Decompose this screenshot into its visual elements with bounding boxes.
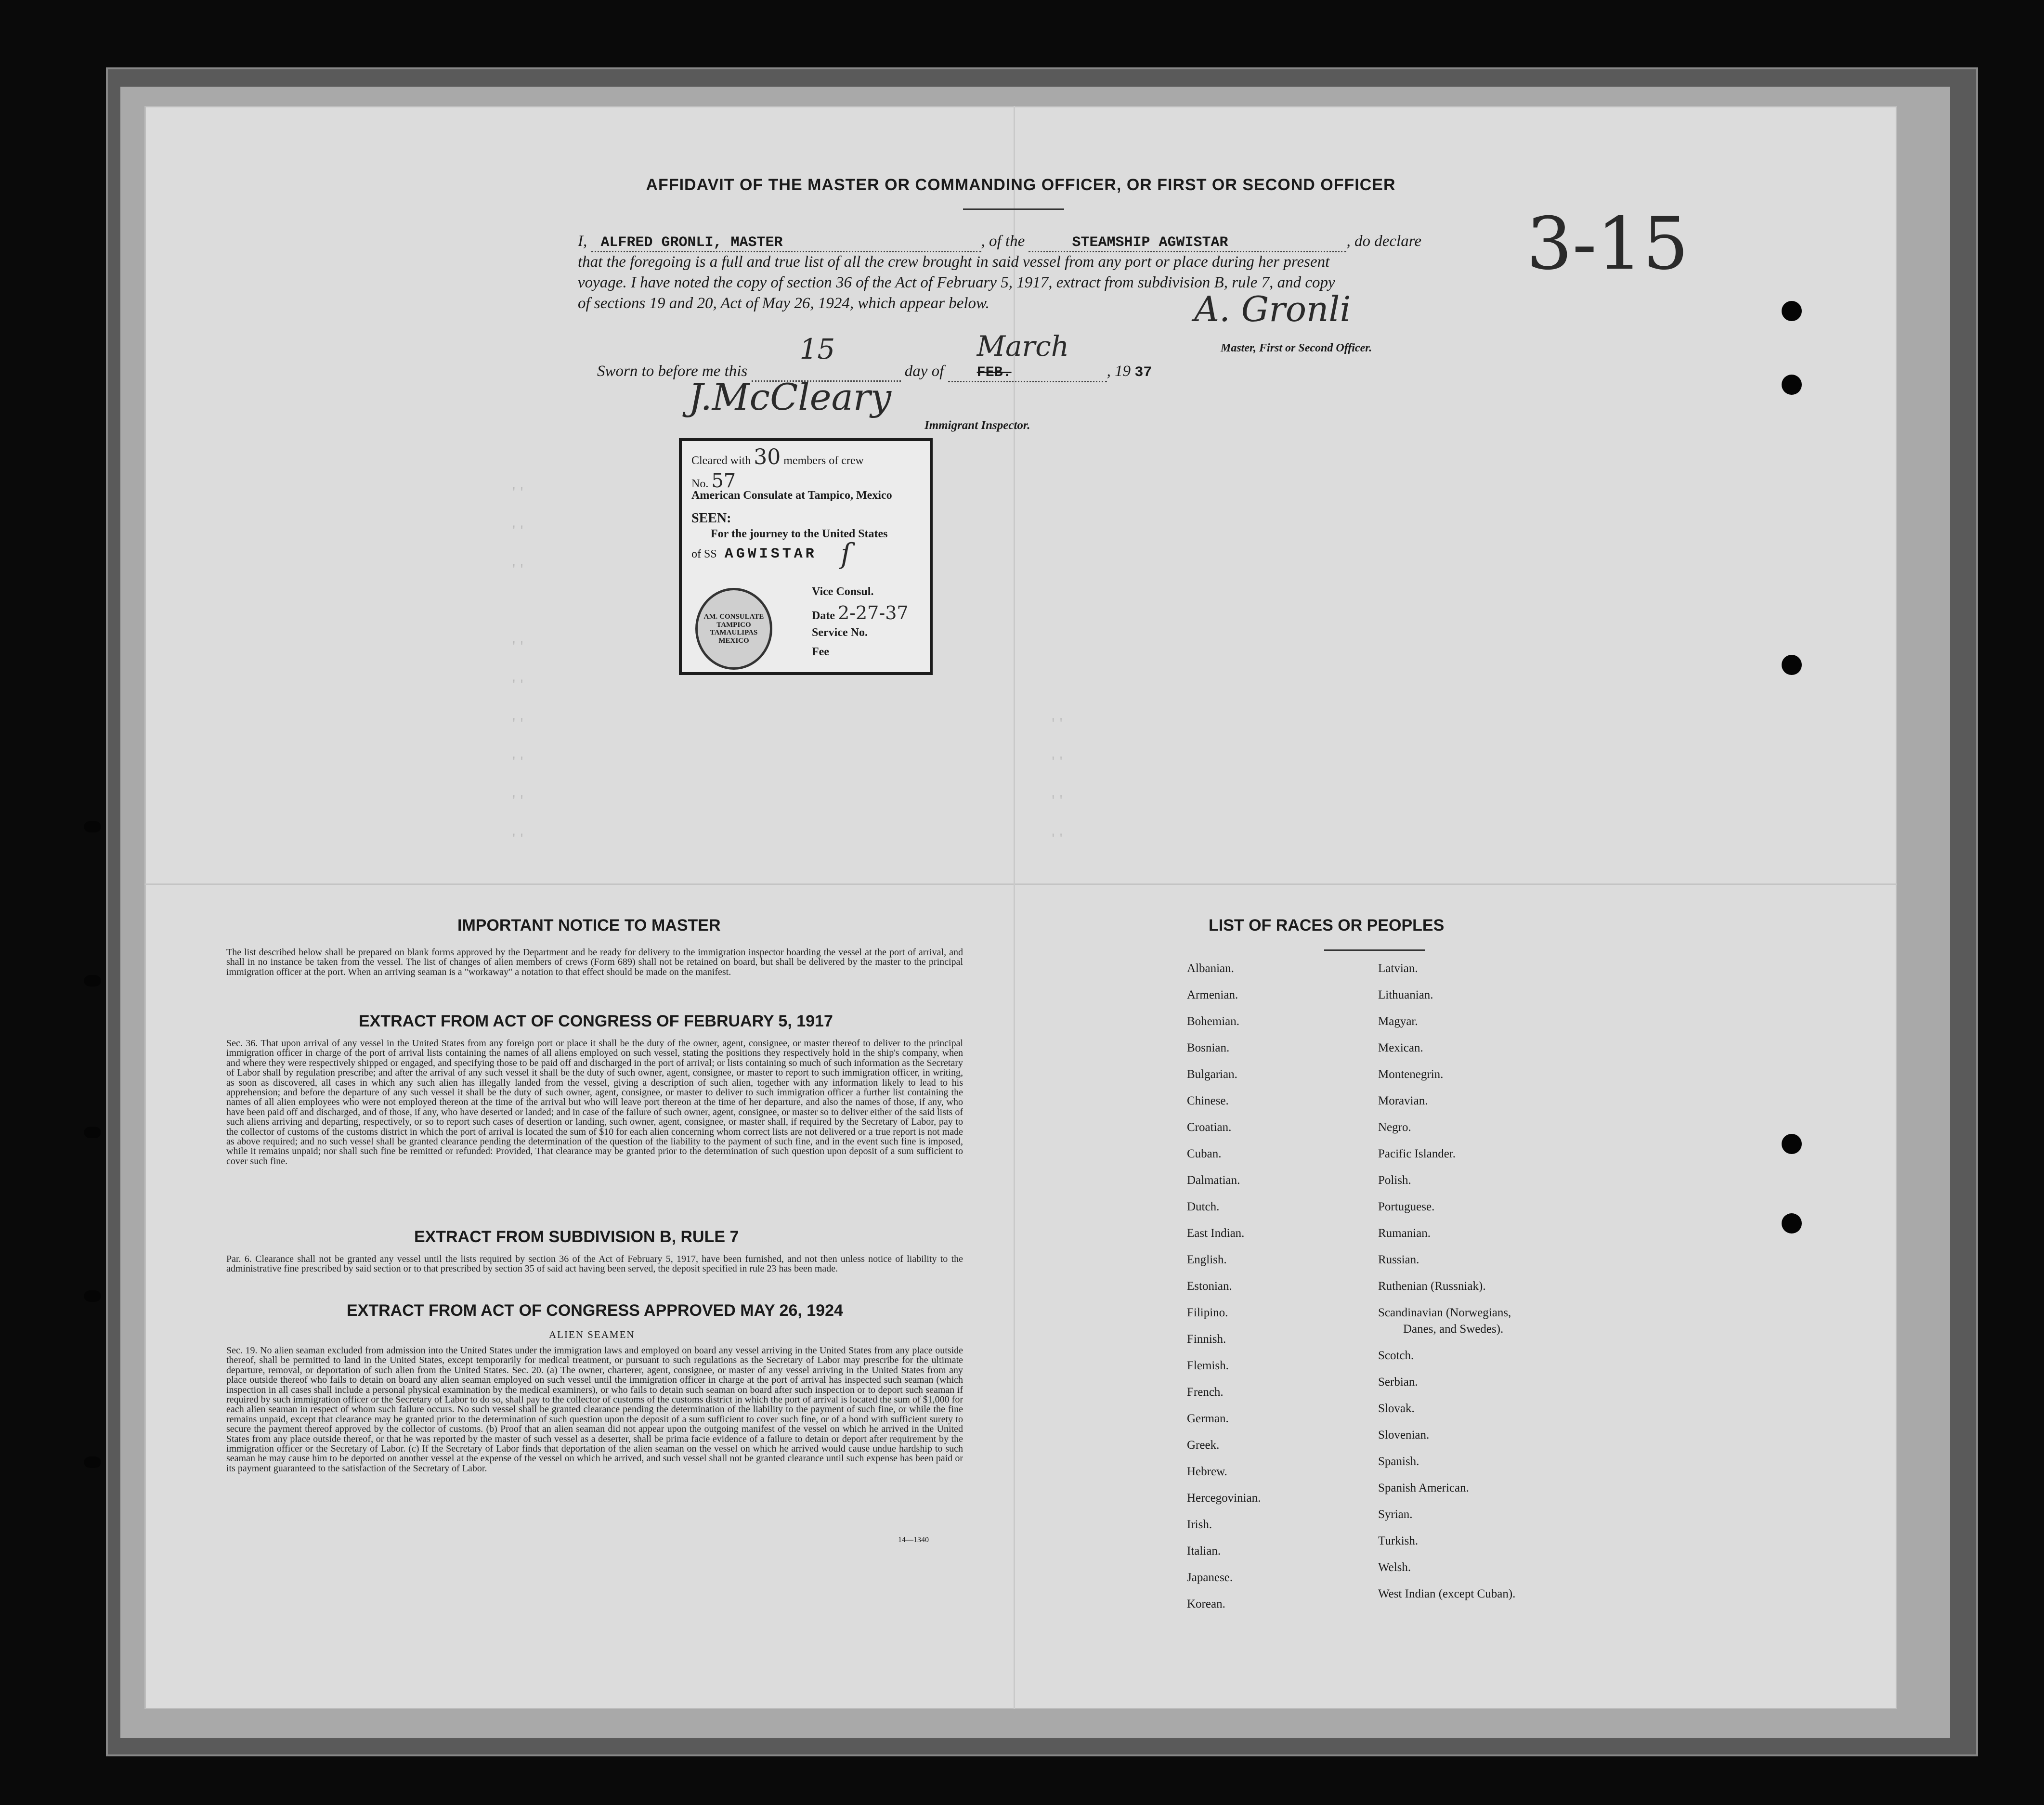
of-the-label: , of the [981, 233, 1025, 250]
day-label: day of [904, 363, 944, 380]
race-item: Bohemian. [1187, 1015, 1240, 1028]
document-page: '' '' '' '' '' '' '' '' '' '' '' '' '' AFFIDAVIT OF THE MASTER OR COMMANDING OFFICER, OR FIRST OR SECOND OFFICER I, ALFRED GRONLI, MASTER , of the STEAMSHIP AGWISTAR , do declare that the foregoing is a full and true list of all the crew brought in said vessel from any port or place during her present voyage. I have noted the copy of section 36 of the Act of February 5, 1917, extract from subdivision B, rule 7, and copy of sections 19 and 20, Act of May 26, 1924, which appear below. A. Gronli Master, First or Second Officer. Sworn to before me this 15 day of March FEB. , 19 37 J.McCleary Immigrant Inspector. 3-15 Cleared with 30 members of crew No. 57 American Consulate at Tampico, Mexico SEEN: For the journey to the United States of SS AGWISTAR ſ Vice Consul. Date 2-27-37 Service No. Fee AM. CONSULATE TAMPICO TAMAULIPAS MEXICO IMPORTANT NOTICE TO MASTER The list described below shall be prepared on blank forms approved by the Department and be ready for delivery to the immigration inspector boarding the vessel at the port of arrival, and shall in no instance be taken from the vessel. The list of changes of alien members of crews (Form 689) shall not be retained on board, but shall be delivered by the master to the principal immigration officer at the port. When an arriving seaman is a "workaway" a notation to that effect should be made on the manifest. EXTRACT FROM ACT OF CONGRESS OF FEBRUARY 5, 1917 Sec. 36. That upon arrival of any vessel in the United States from any foreign port or place it shall be the duty of the owner, agent, consignee, or master thereof to deliver to the principal immigration officer in charge of the port of arrival lists containing the names of all aliens employed on such vessel, stating the positions they respectively hold in the ship's company, when and where they were respectively shipped or engaged, and specifying those to be paid off and discharged in the port of arrival; or lists containing so much of such information as the Secretary of Labor shall by regulation prescribe; and after the arrival of any such vessel it shall be the duty of such owner, agent, consignee, or master to report to such immigration officer, in writing, as soon as discovered, all cases in which any such alien has illegally landed from the vessel, giving a description of such alien, together with any information likely to lead to his apprehension; and before the departure of any such vessel it shall be the duty of such owner, agent, consignee, or master to deliver to such immigration officer a further list containing the names of all alien employees who were not employed thereon at the time of the arrival but who will leave port thereon at the time of her departure, and also the names of those, if any, who have been paid off and discharged, and of those, if any, who have deserted or landed; and in case of the failure of such owner, agent, consignee, or master so to deliver either of the said lists of such aliens arriving and departing, respectively, or so to report such cases of desertion or landing, such owner, agent, consignee, or master shall, if required by the Secretary of Labor, pay to the collector of customs of the customs district in which the port of arrival is located the sum of $10 for each alien concerning whom correct lists are not delivered or a true report is not made as above required; and no such vessel shall be granted clearance pending the determination of the question of the liability to the payment of such fine, and in the event such fine is imposed, while it remains unpaid; nor shall such fine be remitted or refunded: Provided, That clearance may be granted prior to the determination of such question upon deposit of a sum sufficient to cover such fine. EXTRACT FROM SUBDIVISION B, RULE 7 Par. 6. Clearance shall not be granted any vessel until the lists required by section 36 of the Act of February 5, 1917, have been furnished, and not then unless notice of liability to the administrative fine prescribed by said section or to that prescribed by section 35 of said act having been served, the deposit specified in rule 23 has been made. EXTRACT FROM ACT OF CONGRESS APPROVED MAY 26, 1924 ALIEN SEAMEN Sec. 19. No alien seaman excluded from admission into the United States under the immigration laws and employed on board any vessel arriving in the United States from any place outside thereof, shall be permitted to land in the United States, except temporarily for medical treatment, or pursuant to such regulations as the Secretary of Labor may prescribe for the ultimate departure, removal, or deportation of such alien from the United States. Sec. 20. (a) The owner, charterer, agent, consignee, or master of any vessel arriving in the United States from any place outside thereof who fails to detain on board any alien seaman employed on such vessel until the immigration officer in charge at the port of arrival has inspected such seaman (which inspection in all cases shall include a personal physical examination by the medical examiners), or who fails to detain such seaman on board after such inspection or to deport such seaman if required by such immigration officer or the Secretary of Labor to do so, shall pay to the collector of customs of the customs district in which the port of arrival is located the sum of $1,000 for each alien seaman in respect of whom such failure occurs. No such vessel shall be granted clearance pending the determination of the liability to the payment of such fine, or while the fine remains unpaid, except that clearance may be granted prior to the determination of such question upon the deposit of a sum sufficient to cover such fine, or of a bond with sufficient surety to secure the payment thereof approved by the collector of customs. (b) Proof that an alien seaman did not appear upon the outgoing manifest of the vessel on which he arrived in the United States from any place outside thereof, or that he was reported by the master of such vessel as a deserter, shall be prima facie evidence of a failure to detain or deport after requirement by the immigration officer or the Secretary of Labor. (c) If the Secretary of Labor finds that deportation of the alien seaman on the vessel on which he arrived would cause undue hardship to such seaman he may cause him to be deported on another vessel at the expense of the vessel on which he arrived, and such vessel shall not be granted clearance until such expense has been paid or its payment guaranteed to the satisfaction of the Secretary of Labor. 14—1340 LIST OF RACES OR PEOPLES Albanian. Armenian. Bohemian. Bosnian. Bulgarian. Chinese. Croatian. Cuban. Dalmatian. Dutch. East Indian. English. Estonian. Filipino. Finnish. Flemish. French. German. Greek. Hebrew. Hercegovinian. Irish. Italian. Japanese. Korean. Latvian. Lithuanian. Magyar. Mexican. Montenegrin. Moravian. Negro. Pacific Islander. Polish. Portuguese. Rumanian. Russian. Ruthenian (Russniak). Scandinavian (Norwegians, Danes, and Swedes). Scotch. Serbian. Slovak. Slovenian. Spanish. Spanish American. Syrian. Turkish. Welsh. West Indian (except Cuban). [144, 106, 1897, 1709]
master-name-field [591, 233, 981, 252]
race-item: Ruthenian (Russniak). [1378, 1280, 1486, 1293]
consul-signature: ſ [841, 537, 851, 570]
number-value: 57 [711, 470, 736, 492]
ship-row [691, 546, 817, 562]
race-item: Scandinavian (Norwegians, [1378, 1306, 1511, 1319]
race-item: Finnish. [1187, 1333, 1226, 1346]
date-label: Date [812, 610, 835, 622]
race-item: Serbian. [1378, 1376, 1418, 1389]
races-rule [1324, 949, 1425, 951]
consulate-stamp [679, 438, 933, 675]
extract-1924-body: Sec. 19. No alien seaman excluded from admission into the United States under the immigration laws and employed on board any vessel arriving in the United States from any place outside thereof, shall be permitted to land in the United States, except temporarily for medical treatment, or pursuant to such regulations as the Secretary of Labor may prescribe for the ultimate departure, removal, or deportation of such alien from the United States. Sec. 20. (a) The owner, charterer, agent, consignee, or master of any vessel arriving in the United States from any place outside thereof who fails to detain on board any alien seaman employed on such vessel until the immigration officer in charge at the port of arrival has inspected such seaman (which inspection in all cases shall include a personal physical examination by the medical examiners), or who fails to detain such seaman on board after such inspection or to deport such seaman if required by such immigration officer or the Secretary of Labor to do so, shall pay to the collector of customs of the customs district in which the port of arrival is located the sum of $1,000 for each alien seaman in respect of whom such failure occurs. No such vessel shall be granted clearance pending the determination of the liability to the payment of such fine, or while the fine remains unpaid, except that clearance may be granted prior to the determination of such question upon the deposit of a sum sufficient to cover such fine, or of a bond with sufficient surety to secure the payment thereof approved by the collector of customs. (b) Proof that an alien seaman did not appear upon the outgoing manifest of the vessel on which he arrived in the United States from any place outside thereof, or that he was reported by the master of such vessel as a deserter, shall be prima facie evidence of a failure to detain or deport after requirement by the immigration officer or the Secretary of Labor. (c) If the Secretary of Labor finds that deportation of the alien seaman on the vessel on which he arrived would cause undue hardship to such seaman he may cause him to be deported on another vessel at the expense of the vessel on which he arrived, and such vessel shall not be granted clearance until such expense has been paid or its payment guaranteed to the satisfaction of the Secretary of Labor. [226, 1345, 963, 1474]
number-label: No. [691, 478, 709, 490]
affidavit-line-1 [578, 233, 1589, 252]
race-item: Rumanian. [1378, 1227, 1431, 1240]
race-item: Danes, and Swedes). [1403, 1323, 1504, 1336]
race-item: Bosnian. [1187, 1041, 1230, 1054]
master-signature: A. Gronli [1194, 289, 1351, 329]
alien-seamen-subtitle: ALIEN SEAMEN [549, 1329, 635, 1340]
notice-title: IMPORTANT NOTICE TO MASTER [457, 916, 721, 935]
reference-number: 3-15 [1526, 202, 1689, 286]
year-value: 37 [1134, 364, 1152, 381]
race-item: German. [1187, 1412, 1229, 1425]
inspector-caption: Immigrant Inspector. [924, 419, 1030, 432]
consulate-name: American Consulate at Tampico, Mexico [691, 489, 892, 502]
month-handwritten: March [976, 330, 1069, 363]
race-item: Negro. [1378, 1121, 1411, 1134]
month-printed: FEB. [976, 364, 1012, 381]
year-prefix: , 19 [1107, 363, 1131, 380]
extract-1924-title: EXTRACT FROM ACT OF CONGRESS APPROVED MAY 26, 1924 [347, 1301, 843, 1320]
race-item: Italian. [1187, 1545, 1221, 1558]
service-no-label: Service No. [812, 626, 868, 639]
extract-1917-title: EXTRACT FROM ACT OF CONGRESS OF FEBRUARY 5, 1917 [359, 1012, 833, 1030]
month-field [948, 330, 1107, 382]
race-item: Lithuanian. [1378, 988, 1433, 1001]
fold-line-horizontal [144, 883, 1897, 885]
consulate-seal [695, 588, 772, 670]
race-item: Magyar. [1378, 1015, 1418, 1028]
race-item: English. [1187, 1253, 1227, 1266]
race-item: Irish. [1187, 1518, 1212, 1531]
race-item: Polish. [1378, 1174, 1411, 1187]
race-item: Chinese. [1187, 1094, 1229, 1107]
affidavit-line-2: that the foregoing is a full and true list of all the crew brought in said vessel from any port or place during her present [578, 253, 1330, 271]
race-item: Japanese. [1187, 1571, 1233, 1584]
fee-label: Fee [812, 646, 829, 658]
race-item: Armenian. [1187, 988, 1238, 1001]
declare-label: , do declare [1346, 233, 1421, 250]
race-item: Pacific Islander. [1378, 1147, 1456, 1160]
race-item: Spanish American. [1378, 1481, 1469, 1494]
extract-rule7-body: Par. 6. Clearance shall not be granted any vessel until the lists required by section 36 of the Act of February 5, 1917, have been furnished, and not then unless notice of liability to the administrative fine prescribed by said section or to that prescribed by section 35 of said act having been served, the deposit specified in rule 23 has been made. [226, 1254, 963, 1274]
extract-1917-body: Sec. 36. That upon arrival of any vessel in the United States from any foreign port or place it shall be the duty of the owner, agent, consignee, or master thereof to deliver to the principal immigration officer in charge of the port of arrival lists containing the names of all aliens employed on such vessel, stating the positions they respectively hold in the ship's company, when and where they were respectively shipped or engaged, and specifying those to be paid off and discharged in the port of arrival; or lists containing so much of such information as the Secretary of Labor shall by regulation prescribe; and after the arrival of any such vessel it shall be the duty of such owner, agent, consignee, or master to report to such immigration officer, in writing, as soon as discovered, all cases in which any such alien has illegally landed from the vessel, giving a description of such alien, together with any information likely to lead to his apprehension; and before the departure of any such vessel it shall be the duty of such owner, agent, consignee, or master to deliver to such immigration officer a further list containing the names of all alien employees who were not employed thereon at the time of the arrival but who will leave port thereon at the time of her departure, and also the names of those, if any, who have been paid off and discharged, and of those, if any, who have deserted or landed; and in case of the failure of such owner, agent, consignee, or master so to deliver either of the said lists of such aliens arriving and departing, respectively, or so to report such cases of desertion or landing, such owner, agent, consignee, or master shall, if required by the Secretary of Labor, pay to the collector of customs of the customs district in which the port of arrival is located the sum of $10 for each alien concerning whom correct lists are not delivered or a true report is not made as above required; and no such vessel shall be granted clearance pending the determination of the question of the liability to the payment of such fine, and in the event such fine is imposed, while it remains unpaid; nor shall such fine be remitted or refunded: Provided, That clearance may be granted prior to the determination of such question upon deposit of a sum sufficient to cover such fine. [226, 1038, 963, 1167]
race-item: Hercegovinian. [1187, 1492, 1261, 1505]
cleared-label: Cleared with [691, 454, 751, 467]
affidavit-title: AFFIDAVIT OF THE MASTER OR COMMANDING OFFICER, OR FIRST OR SECOND OFFICER [646, 176, 1396, 194]
race-item: Latvian. [1378, 962, 1418, 975]
race-item: Hebrew. [1187, 1465, 1227, 1478]
races-title: LIST OF RACES OR PEOPLES [1209, 916, 1445, 935]
race-item: Portuguese. [1378, 1200, 1435, 1213]
master-caption: Master, First or Second Officer. [1221, 342, 1372, 354]
race-item: Croatian. [1187, 1121, 1232, 1134]
race-item: French. [1187, 1386, 1224, 1399]
race-item: Scotch. [1378, 1349, 1414, 1362]
cleared-row [691, 445, 864, 469]
seen-label: SEEN: [691, 511, 731, 526]
day-value: 15 [799, 333, 835, 365]
extract-rule7-title: EXTRACT FROM SUBDIVISION B, RULE 7 [414, 1228, 739, 1246]
race-item: Slovenian. [1378, 1428, 1430, 1441]
crew-count: 30 [754, 445, 781, 469]
date-value: 2-27-37 [837, 602, 909, 623]
race-item: Dalmatian. [1187, 1174, 1240, 1187]
race-item: Korean. [1187, 1597, 1225, 1610]
race-item: Montenegrin. [1378, 1068, 1444, 1081]
title-rule [963, 208, 1064, 210]
race-item: Syrian. [1378, 1508, 1413, 1521]
race-item: Albanian. [1187, 962, 1234, 975]
race-item: East Indian. [1187, 1227, 1245, 1240]
journey-text: For the journey to the United States [711, 528, 888, 540]
consul-label: Vice Consul. [812, 585, 874, 598]
notice-body: The list described below shall be prepared on blank forms approved by the Department and be ready for delivery to the immigration inspector boarding the vessel at the port of arrival, and shall in no instance be taken from the vessel. The list of changes of alien members of crews (Form 689) shall not be retained on board, but shall be delivered by the master to the principal immigration officer at the port. When an arriving seaman is a "workaway" a notation to that effect should be made on the manifest. [226, 947, 963, 977]
race-item: Cuban. [1187, 1147, 1222, 1160]
race-item: Moravian. [1378, 1094, 1428, 1107]
race-item: Mexican. [1378, 1041, 1423, 1054]
members-label: members of crew [783, 454, 864, 467]
affidavit-line-4: of sections 19 and 20, Act of May 26, 1924, which appear below. [578, 295, 989, 312]
race-item: Spanish. [1378, 1455, 1419, 1468]
master-name: ALFRED GRONLI, MASTER [600, 234, 783, 251]
date-row [812, 602, 909, 623]
inspector-signature: J.McCleary [689, 376, 892, 418]
race-item: Estonian. [1187, 1280, 1232, 1293]
race-item: Bulgarian. [1187, 1068, 1237, 1081]
race-item: Flemish. [1187, 1359, 1229, 1372]
race-item: Dutch. [1187, 1200, 1220, 1213]
vessel-name: STEAMSHIP AGWISTAR [1072, 234, 1228, 251]
sworn-label: Sworn to before me this [597, 363, 748, 380]
affidavit-line-3: voyage. I have noted the copy of section 36 of the Act of February 5, 1917, extract from subdivision B, rule 7, and copy [578, 274, 1335, 291]
vessel-field [1029, 233, 1346, 252]
race-item: Turkish. [1378, 1534, 1419, 1547]
race-item: Slovak. [1378, 1402, 1415, 1415]
of-ss-label: of SS [691, 548, 717, 560]
form-number: 14—1340 [898, 1536, 929, 1544]
race-item: West Indian (except Cuban). [1378, 1587, 1516, 1600]
ship-name: AGWISTAR [724, 546, 817, 562]
race-item: Greek. [1187, 1439, 1220, 1452]
race-item: Filipino. [1187, 1306, 1228, 1319]
race-item: Welsh. [1378, 1561, 1411, 1574]
i-label: I, [578, 233, 587, 250]
seal-text: AM. CONSULATE TAMPICO TAMAULIPAS MEXICO [703, 613, 764, 645]
race-item: Russian. [1378, 1253, 1419, 1266]
